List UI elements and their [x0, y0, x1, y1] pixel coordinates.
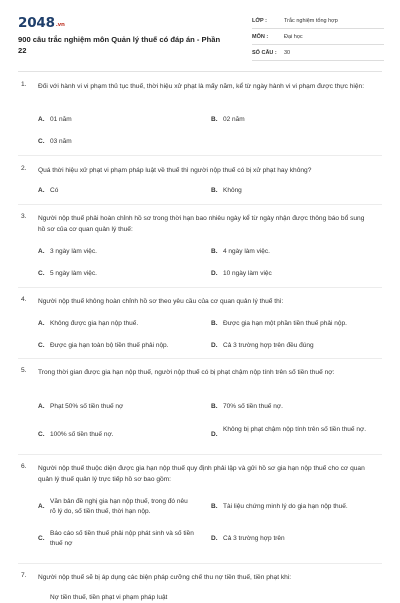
option-letter: C. — [38, 270, 45, 277]
meta-row-class — [252, 13, 384, 29]
question-text: Người nộp thuế thuộc diện được gia hạn nộp thuế quy định phải lập và gửi hồ sơ gia hạn nộp thuế cho cơ quan quản lý thuế quản lý trực tiếp hồ sơ bao gồm: — [38, 465, 365, 483]
logo[interactable] — [18, 15, 65, 31]
option-text: 10 ngày làm việc — [223, 270, 272, 277]
question-number: 3. — [21, 213, 27, 220]
question-number: 5. — [21, 367, 27, 374]
option-text: 3 ngày làm việc. — [50, 248, 97, 255]
meta-label: SỐ CÂU : — [252, 49, 277, 56]
option-letter: C. — [38, 342, 45, 349]
meta-row-count — [252, 45, 384, 61]
option-text: Được gia hạn toàn bộ tiền thuế phải nộp. — [50, 342, 169, 349]
option-text: 4 ngày làm việc. — [223, 248, 270, 255]
option-letter: A. — [38, 116, 45, 123]
option-letter: B. — [211, 320, 218, 327]
question-text: Người nộp thuế phải hoàn chỉnh hồ sơ trong thời hạn bao nhiêu ngày kể từ ngày nhận được thông báo bổ sung hồ sơ của cơ quan quản lý thuế: — [38, 215, 365, 233]
option-text: 70% số tiền thuế nợ. — [223, 403, 283, 410]
option-letter: A. — [38, 248, 45, 255]
option-text: Cả 3 trường hợp trên — [223, 535, 285, 542]
question-separator — [18, 563, 382, 564]
option-letter: D. — [211, 342, 218, 349]
option-text: 02 năm — [223, 116, 245, 123]
option-letter: C. — [38, 138, 45, 145]
meta-label: LỚP : — [252, 17, 267, 24]
question-text: Quá thời hiệu xử phạt vi phạm pháp luật về thuế thì người nộp thuế có bị xử phạt hay không? — [38, 167, 312, 174]
option-text: 5 ngày làm việc. — [50, 270, 97, 277]
option-letter: B. — [211, 116, 218, 123]
meta-value: Đại học — [284, 33, 303, 40]
option-text: Không — [223, 187, 242, 194]
question-text: Người nộp thuế không hoàn chỉnh hồ sơ theo yêu cầu của cơ quan quản lý thuế thì: — [38, 298, 284, 305]
option-text: Nợ tiền thuế, tiền phạt vi phạm pháp luật — [50, 594, 168, 601]
logo-suffix: .vn — [55, 22, 65, 28]
option-text: Báo cáo số tiền thuế phải nộp phát sinh và số tiền thuế nợ — [50, 530, 194, 547]
meta-label: MÔN : — [252, 33, 269, 40]
option-text: Văn bản đề nghị gia hạn nộp thuế, trong đó nêu rõ lý do, số tiền thuế, thời hạn nộp. — [50, 498, 188, 515]
option-letter: D. — [211, 431, 218, 438]
option-letter: D. — [211, 535, 218, 542]
option-letter: A. — [38, 503, 45, 510]
question-number: 4. — [21, 296, 27, 303]
option-letter: A. — [38, 320, 45, 327]
question-separator — [18, 287, 382, 288]
option-text: 01 năm — [50, 116, 72, 123]
option-letter: C. — [38, 535, 45, 542]
question-separator — [18, 454, 382, 455]
question-number: 6. — [21, 463, 27, 470]
option-text: Phạt 50% số tiền thuế nợ — [50, 403, 124, 410]
option-letter: B. — [211, 248, 218, 255]
option-text: Không được gia hạn nộp thuế. — [50, 320, 139, 327]
meta-table — [252, 13, 384, 61]
meta-value: 30 — [284, 49, 291, 56]
meta-row-subject — [252, 29, 384, 45]
option-letter: C. — [38, 431, 45, 438]
option-text: Có — [50, 187, 59, 194]
option-text: Tài liệu chứng minh lý do gia hạn nộp thuế. — [223, 503, 348, 510]
question-number: 2. — [21, 165, 27, 172]
option-letter: B. — [211, 187, 218, 194]
page-title: 900 câu trắc nghiệm môn Quản lý thuế có đáp án - Phần 22 — [18, 35, 221, 55]
option-letter: A. — [38, 187, 45, 194]
question-text: Người nộp thuế sẽ bị áp dụng các biện pháp cưỡng chế thu nợ tiền thuế, tiền phạt khi: — [38, 574, 292, 581]
option-text: 03 năm — [50, 138, 72, 145]
question-separator — [18, 358, 382, 359]
option-text: Không bị phạt chậm nộp tính trên số tiền thuế nợ. — [223, 426, 367, 433]
option-text: Cả 3 trường hợp trên đều đúng — [223, 342, 314, 349]
question-separator — [18, 155, 382, 156]
option-letter: D. — [211, 270, 218, 277]
option-text: 100% số tiền thuế nợ. — [50, 431, 114, 438]
question-separator — [18, 204, 382, 205]
option-text: Được gia hạn một phần tiền thuế phải nộp. — [223, 320, 347, 327]
question-number: 7. — [21, 572, 27, 579]
question-text: Đối với hành vi vi phạm thủ tục thuế, thời hiệu xử phạt là mấy năm, kể từ ngày hành vi vi phạm được thực hiện: — [38, 83, 365, 90]
question-number: 1. — [21, 81, 27, 88]
logo-text: 2048 — [18, 15, 55, 31]
question-text: Trong thời gian được gia hạn nộp thuế, người nộp thuế có bị phạt chậm nộp tính trên số tiền thuế nợ: — [38, 369, 335, 376]
option-letter: B. — [211, 503, 218, 510]
option-letter: A. — [38, 403, 45, 410]
option-letter: B. — [211, 403, 218, 410]
meta-value: Trắc nghiệm tổng hợp — [284, 17, 338, 24]
header-divider — [18, 71, 382, 72]
